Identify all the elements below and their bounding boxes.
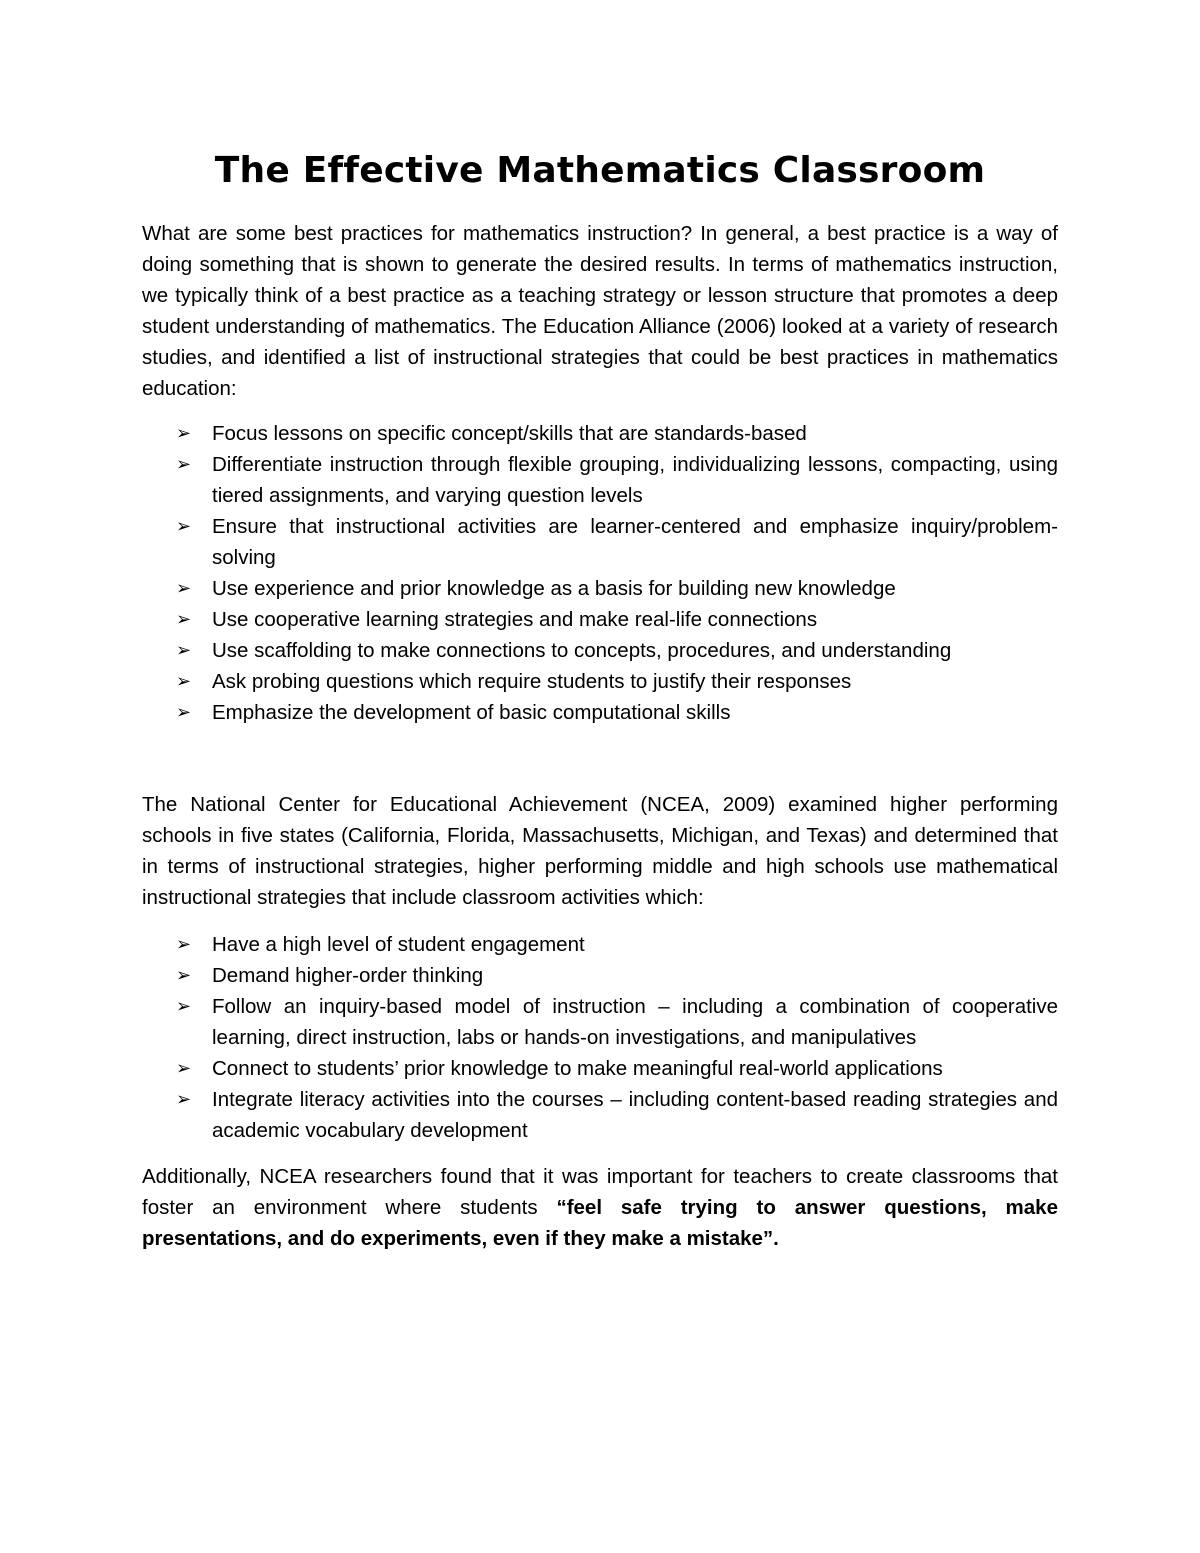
list-item [142,991,1058,1053]
list-item [142,635,1058,666]
ncea-paragraph: The National Center for Educational Achievement (NCEA, 2009) examined higher performing schools in five states (California, Florida, Massachusetts, Michigan, and Texas) and determined that in terms of instructional strategies, higher performing middle and high schools use mathematical instructional strategies that include classroom activities which: [142,793,1058,909]
list-item [142,418,1058,449]
arrow-bullet-icon: ➢ [176,965,192,986]
arrow-bullet-icon: ➢ [176,934,192,955]
conclusion-quote-text: “feel safe trying to answer questions, make presentations, and do experiments, even if they make a mistake”. [142,1196,1058,1250]
best-practices-list [142,418,1058,728]
list-item-text: Connect to students’ prior knowledge to make meaningful real-world applications [212,1057,943,1080]
arrow-bullet-icon: ➢ [176,702,192,723]
arrow-bullet-icon: ➢ [176,578,192,599]
conclusion-intro-text: Additionally, NCEA researchers found that it was important for teachers to create classrooms that foster an environment where students [142,1165,1058,1219]
arrow-bullet-icon: ➢ [176,1058,192,1079]
list-item-text: Use cooperative learning strategies and make real-life connections [212,608,818,631]
list-item-text: Use scaffolding to make connections to concepts, procedures, and understanding [212,639,952,662]
list-item [142,960,1058,991]
list-item [142,573,1058,604]
arrow-bullet-icon: ➢ [176,640,192,661]
list-item [142,666,1058,697]
list-item-text: Ask probing questions which require students to justify their responses [212,670,852,693]
list-item-text: Integrate literacy activities into the courses – including content-based reading strategies and academic vocabulary development [212,1088,1058,1142]
arrow-bullet-icon: ➢ [176,423,192,444]
arrow-bullet-icon: ➢ [176,671,192,692]
conclusion-paragraph [142,1161,1058,1254]
intro-paragraph: What are some best practices for mathematics instruction? In general, a best practice is a way of doing something that is shown to generate the desired results. In terms of mathematics instruction, we typically think of a best practice as a teaching strategy or lesson structure that promotes a deep student understanding of mathematics. The Education Alliance (2006) looked at a variety of research studies, and identified a list of instructional strategies that could be best practices in mathematics education: [142,222,1058,400]
list-item-text: Have a high level of student engagement [212,933,585,956]
list-item [142,604,1058,635]
list-item-text: Use experience and prior knowledge as a basis for building new knowledge [212,577,896,600]
list-item [142,1053,1058,1084]
list-item-text: Emphasize the development of basic computational skills [212,701,731,724]
arrow-bullet-icon: ➢ [176,609,192,630]
list-item [142,511,1058,573]
list-item-text: Follow an inquiry-based model of instruction – including a combination of cooperative learning, direct instruction, labs or hands-on investigations, and manipulatives [212,995,1058,1049]
list-item [142,1084,1058,1146]
list-item [142,449,1058,511]
list-item-text: Focus lessons on specific concept/skills that are standards-based [212,422,807,445]
page-title: The Effective Mathematics Classroom [214,150,986,191]
list-item-text: Ensure that instructional activities are learner-centered and emphasize inquiry/problem-solving [212,515,1058,569]
arrow-bullet-icon: ➢ [176,1089,192,1110]
list-item [142,929,1058,960]
arrow-bullet-icon: ➢ [176,516,192,537]
list-item-text: Demand higher-order thinking [212,964,484,987]
arrow-bullet-icon: ➢ [176,996,192,1017]
arrow-bullet-icon: ➢ [176,454,192,475]
ncea-activities-list [142,929,1058,1146]
list-item-text: Differentiate instruction through flexible grouping, individualizing lessons, compacting, using tiered assignments, and varying question levels [212,453,1058,507]
list-item [142,697,1058,728]
